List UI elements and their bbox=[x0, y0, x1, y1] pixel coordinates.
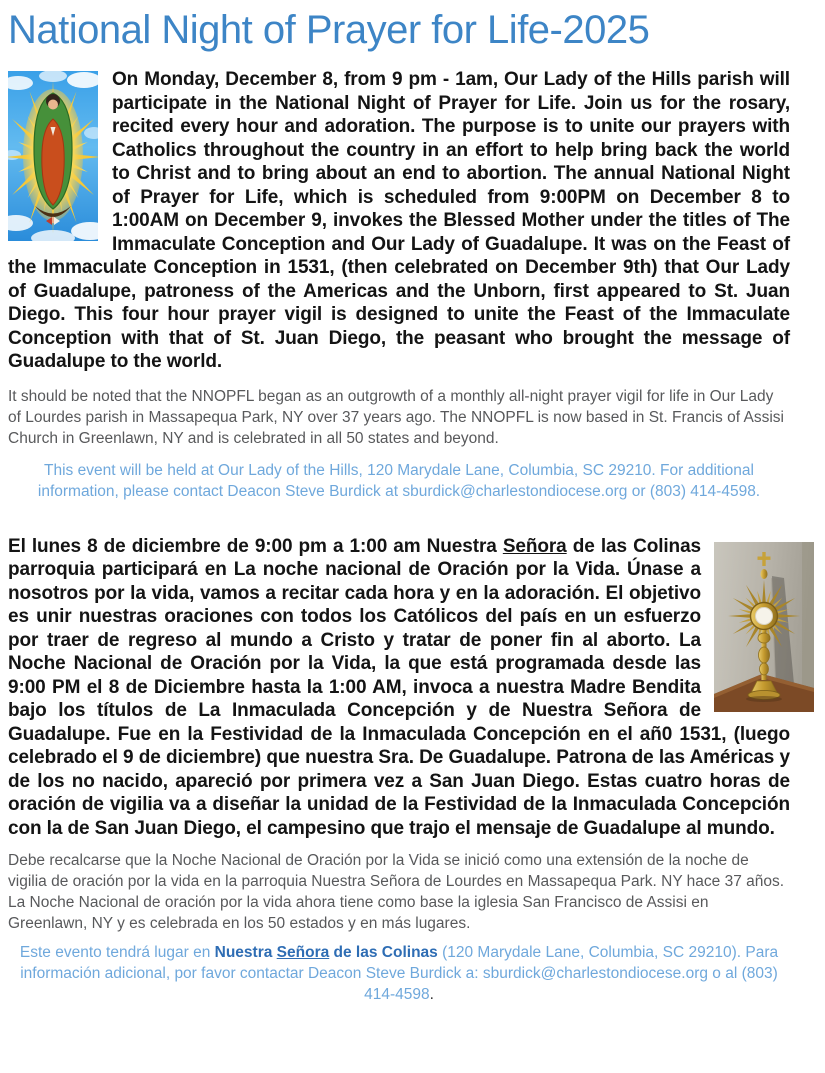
english-note-paragraph: It should be noted that the NNOPFL began as an outgrowth of a monthly all-night prayer vigil for life in Our Lady of Lourdes parish in Massapequa Park, NY over 37 years ago. The NNOPFL is now based in St. Francis of Assisi Church in Greenlawn, NY and is celebrated in all 50 states and beyond. bbox=[8, 387, 784, 447]
english-contact-paragraph: This event will be held at Our Lady of the Hills, 120 Marydale Lane, Columbia, SC 29210. For additional information, please contact Deacon Steve Burdick at sburdick@charlestondiocese.org or (803) 414-4598. bbox=[37, 461, 761, 500]
spanish-main-text-post: de las Colinas parroquia participará en La noche nacional de Oración por la Vida. Únase a nosotros por la vida, vamos a recitar cada hora y en la adoración. El objetivo es unir nuestras oraciones con todos los Católicos del país en un esfuerzo por traer de regreso al mundo a Cristo y tratar de poner fin al aborto. La Noche Nacional de Oración por la Vida, la que está programada desde las 9:00 PM el 8 de Diciembre hasta la 1:00 AM, invoca a nuestra Madre Bendita bajo los títulos de La Inmaculada Concepción y de Nuestra Señora de Guadalupe. Fue en la Festividad de la Inmaculada Concepción en el añ0 1531, (luego celebrado el 9 de diciembre) que nuestra Sra. De Guadalupe. Patrona de las Américas y de los no nacido, apareció por primera vez a San Juan Diego. Estas cuatro horas de oración de vigilia va a diseñar la unidad de la Festividad de la Inmaculada Concepción con la de San Juan Diego, el campesino que trajo el mensaje de Guadalupe al mundo. bbox=[8, 535, 790, 839]
spanish-contact-period: . bbox=[429, 986, 434, 1003]
section-divider-gap bbox=[8, 502, 790, 535]
english-main-text: On Monday, December 8, from 9 pm - 1am, Our Lady of the Hills parish will participate in the National Night of Prayer for Life. Join us for the rosary, recited every hour and adoration. The purpose is to unite our prayers with Catholics throughout the country in an effort to help bring back the world to Christ and to bring about an end to abortion. The annual National Night of Prayer for Life, which is scheduled from 9:00PM on December 8 to 1:00AM on December 9, invokes the Blessed Mother under the titles of The Immaculate Conception and Our Lady of Guadalupe. It was on the Feast of the Immaculate Conception in 1531, (then celebrated on December 9th) that Our Lady of Guadalupe, patroness of the Americas and the Unborn, first appeared to St. Juan Diego. This four hour prayer vigil is designed to unite the Feast of the Immaculate Conception with that of St. Juan Diego, the peasant who brought the message of Guadalupe to the world. bbox=[8, 69, 790, 372]
our-lady-of-guadalupe-image bbox=[8, 71, 98, 241]
spanish-note-paragraph: Debe recalcarse que la Noche Nacional de Oración por la Vida se inició como una extensión de la noche de vigilia de oración por la vida en la parroquia Nuestra Señora de Lourdes en Massapequa Park. NY hace 37 años. La Noche Nacional de oración por la vida ahora tiene como base la iglesia San Francisco de Assisi en Greenlawn, NY y es celebrada en los 50 estados y en más lugares. bbox=[8, 852, 785, 932]
spanish-contact-paragraph bbox=[8, 942, 790, 1005]
english-main-paragraph bbox=[8, 68, 790, 374]
spanish-contact-pre: Este evento tendrá lugar en bbox=[19, 944, 215, 961]
spanish-contact-post: (120 Marydale Lane, Columbia, SC 29210). Para información adicional, por favor contactar Deacon Steve Burdick a: sburdick@charlestondiocese.org o al (803) 414-4598 bbox=[20, 944, 779, 1003]
spanish-main-paragraph bbox=[8, 535, 790, 841]
spanish-main-underlined-word: Señora bbox=[502, 535, 567, 557]
spanish-contact-parish-name-pre: Nuestra bbox=[214, 944, 277, 961]
page-title: National Night of Prayer for Life-2025 bbox=[8, 8, 650, 52]
spanish-contact-parish-name-underlined: Señora bbox=[276, 944, 330, 961]
monstrance-image bbox=[714, 542, 814, 712]
spanish-main-text-pre: El lunes 8 de diciembre de 9:00 pm a 1:00 am Nuestra bbox=[8, 535, 503, 557]
spanish-contact-parish-name-post: de las Colinas bbox=[329, 944, 438, 961]
